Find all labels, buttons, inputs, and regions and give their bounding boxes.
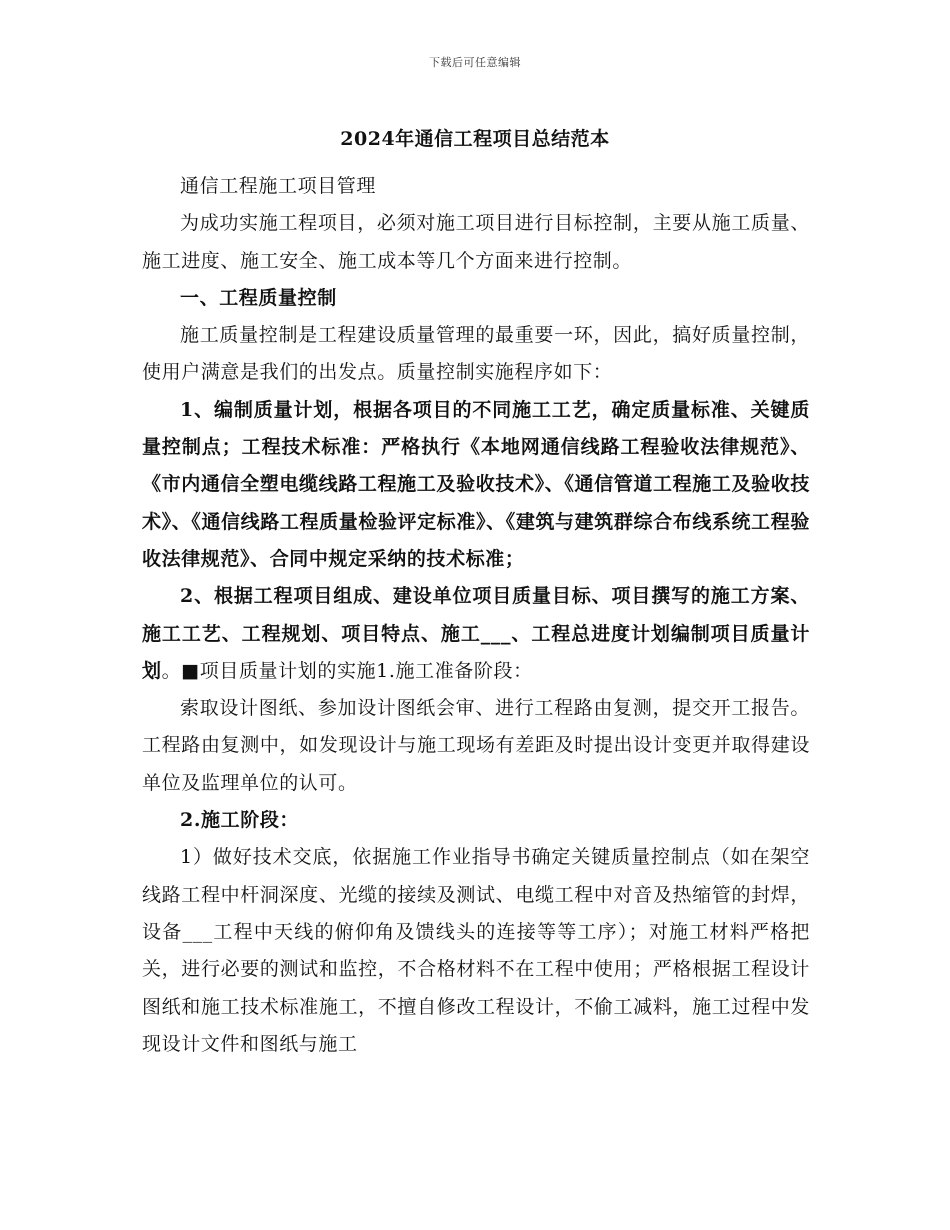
section-heading-quality-control: 一、工程质量控制	[180, 286, 337, 309]
construction-paragraph: 1）做好技术交底，依据施工作业指导书确定关键质量控制点（如在架空线路工程中杆洞深度、光缆的接续及测试、电缆工程中对音及热缩管的封焊，设备___工程中天线的俯仰角及馈线头的连接等等工序）；对施工材料严格把关，进行必要的测试和监控，不合格材料不在工程中使用；严格根据工程设计图纸和施工技术标准施工，不擅自修改工程设计，不偷工减料，施工过程中发现设计文件和图纸与施工	[142, 846, 810, 1055]
page-header-note: 下载后可任意编辑	[429, 56, 521, 69]
preparation-paragraph: 索取设计图纸、参加设计图纸会审、进行工程路由复测，提交开工报告。工程路由复测中，如发现设计与施工现场有差距及时提出设计变更并取得建设单位及监理单位的认可。	[142, 697, 810, 794]
intro-paragraph: 为成功实施工程项目，必须对施工项目进行目标控制，主要从施工质量、施工进度、施工安全、施工成本等几个方面来进行控制。	[142, 212, 810, 272]
subtitle-paragraph: 通信工程施工项目管理	[180, 175, 377, 197]
list-item-project-plan-rest: 。■项目质量计划的实施1.施工准备阶段：	[161, 659, 533, 682]
quality-control-paragraph: 施工质量控制是工程建设质量管理的最重要一环，因此，搞好质量控制，使用户满意是我们的出发点。质量控制实施程序如下：	[142, 324, 810, 384]
list-item-project-plan-bold: 2、根据工程项目组成、建设单位项目质量目标、项目撰写的施工方案、施工工艺、工程规划、项目特点、施工___、工程总进度计划编制项目质量计划	[142, 585, 810, 682]
document-body	[142, 168, 810, 1063]
document-title: 2024年通信工程项目总结范本	[340, 128, 610, 150]
list-item-quality-plan: 1、编制质量计划，根据各项目的不同施工工艺，确定质量标准、关键质量控制点；工程技术标准：严格执行《本地网通信线路工程验收法律规范》、《市内通信全塑电缆线路工程施工及验收技术》、《通信管道工程施工及验收技术》、《通信线路工程质量检验评定标准》、《建筑与建筑群综合布线系统工程验收法律规范》、合同中规定采纳的技术标准；	[142, 398, 810, 570]
section-heading-construction-stage: 2.施工阶段：	[180, 809, 300, 832]
list-item-project-plan	[142, 578, 810, 690]
